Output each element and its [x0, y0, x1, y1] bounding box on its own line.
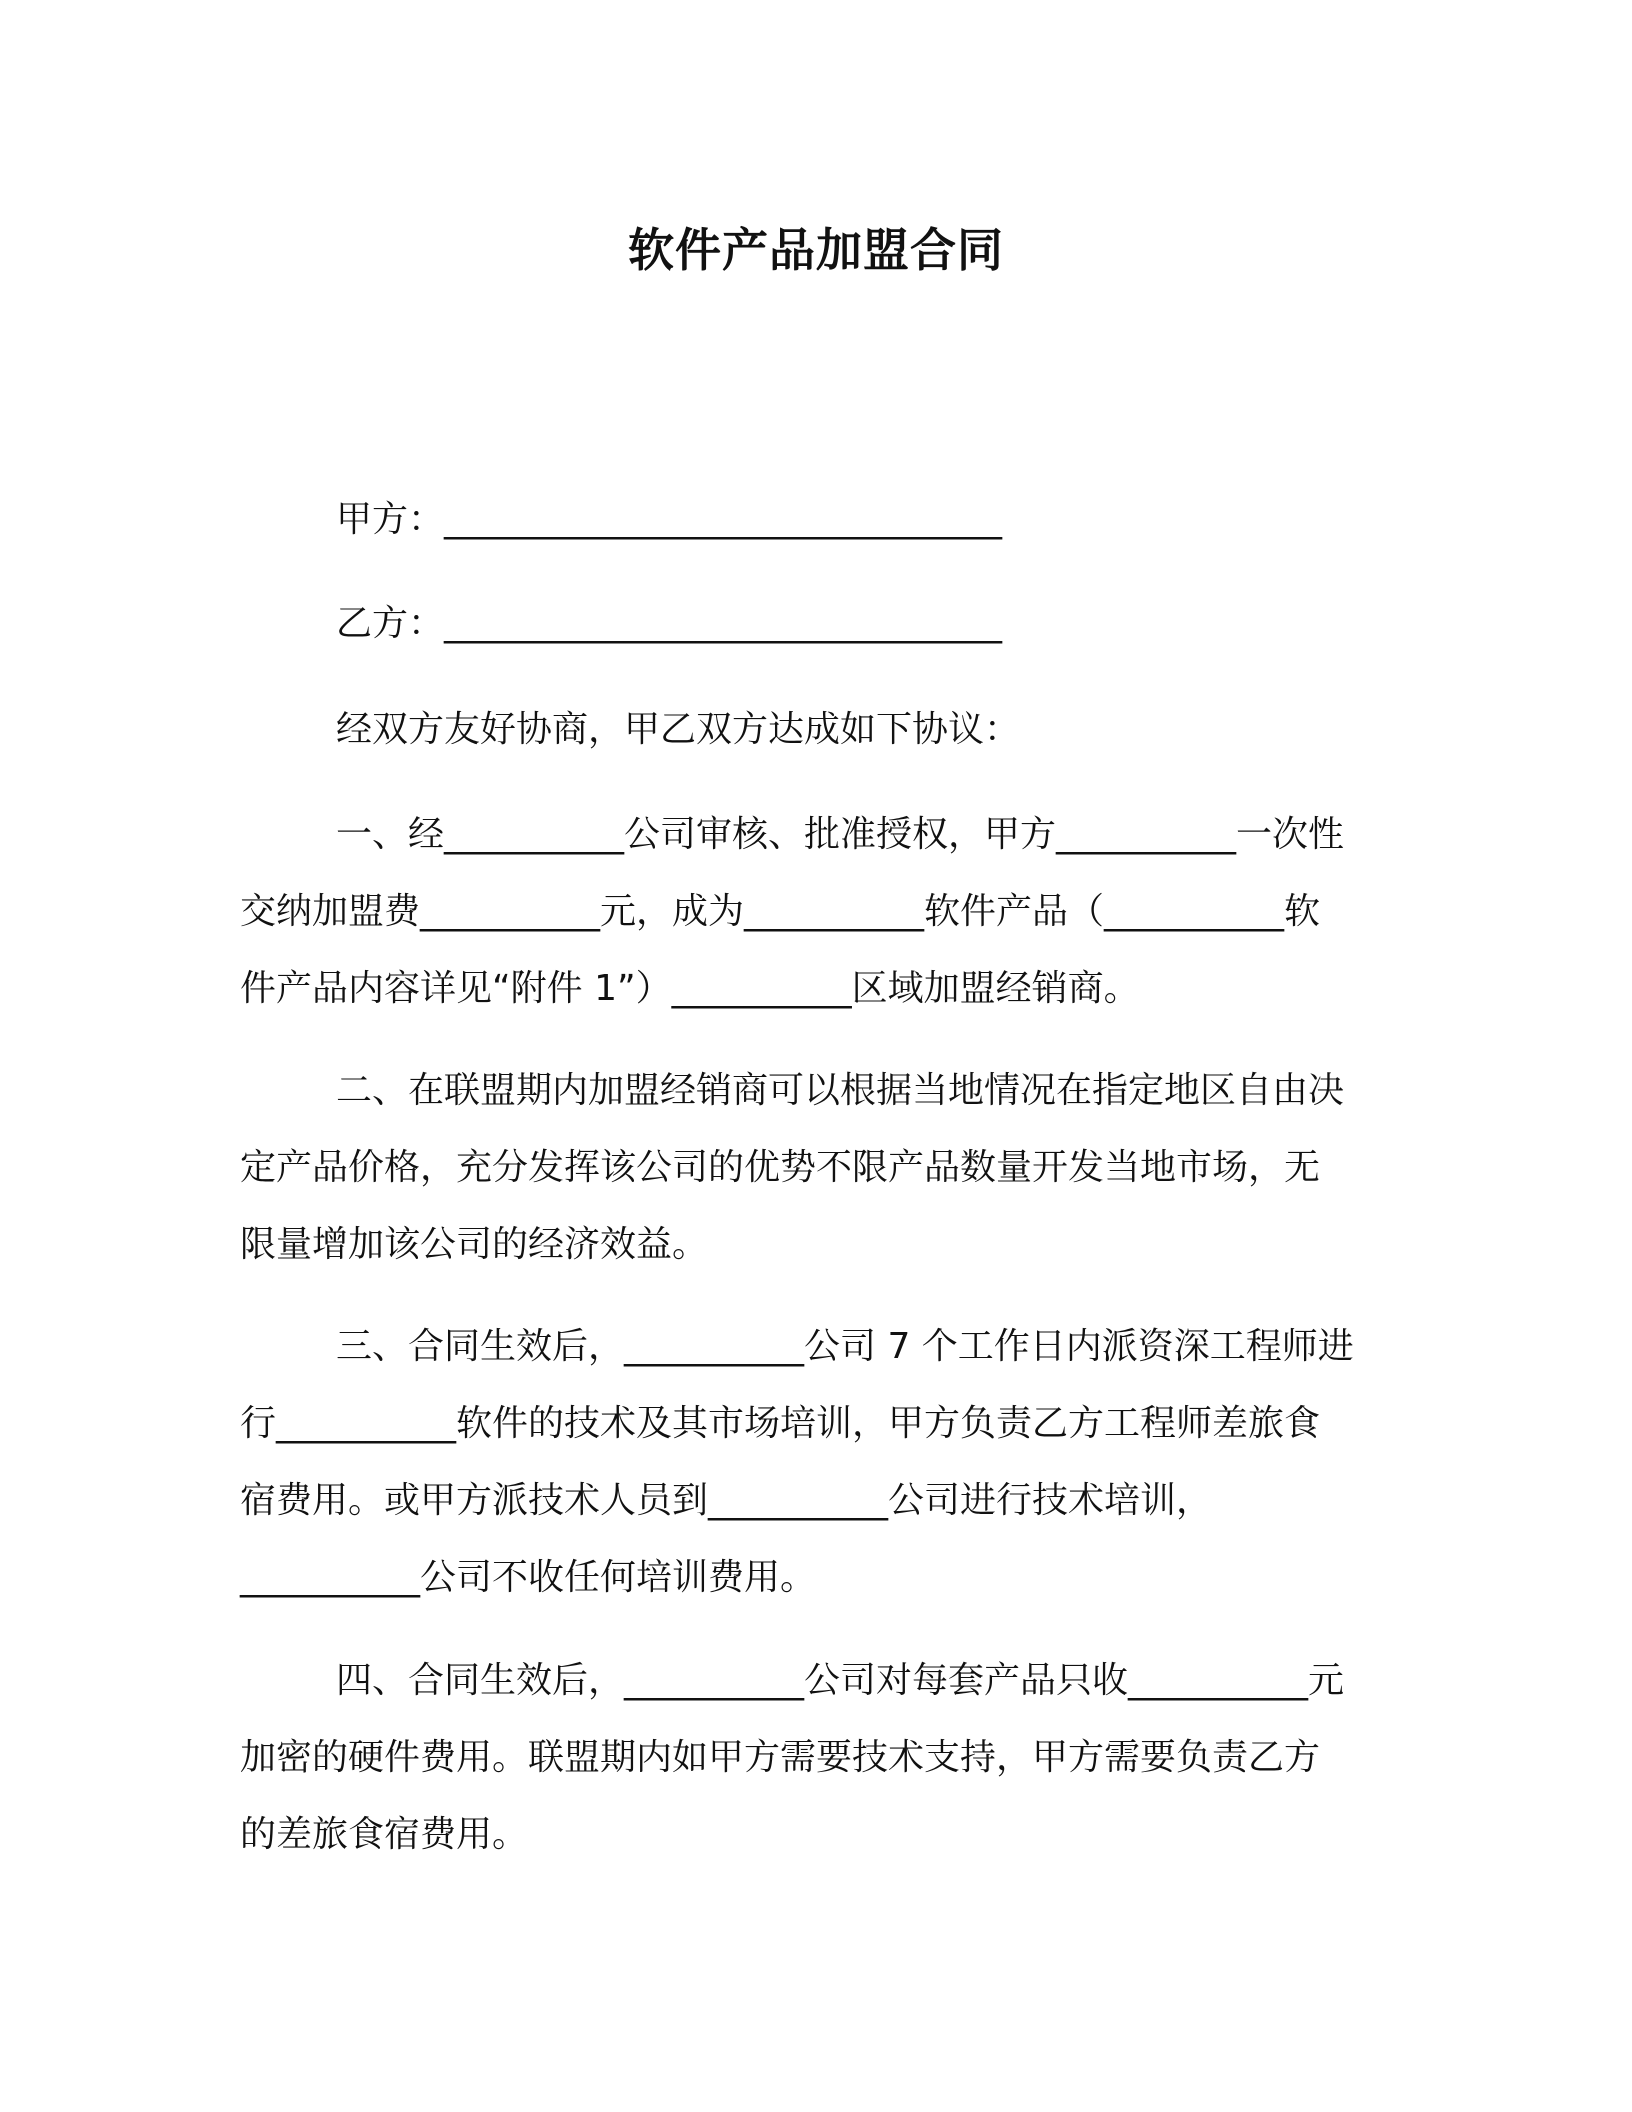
- clause-3-line-2: 行__________软件的技术及其市场培训，甲方负责乙方工程师差旅食: [240, 1403, 1321, 1444]
- clause-3-line-1: 三、合同生效后，__________公司 7 个工作日内派资深工程师进: [336, 1326, 1354, 1367]
- clause-3: [240, 1308, 1380, 1616]
- clause-1-line-3: 件产品内容详见“附件 1”）__________区域加盟经销商。: [240, 968, 1140, 1009]
- document-title: 软件产品加盟合同: [628, 223, 1004, 277]
- clause-2-line-3: 限量增加该公司的经济效益。: [240, 1224, 709, 1265]
- clause-1-line-2: 交纳加盟费__________元，成为__________软件产品（__________软: [240, 891, 1321, 932]
- clause-4-line-3: 的差旅食宿费用。: [240, 1814, 529, 1855]
- clause-4-line-1: 四、合同生效后，__________公司对每套产品只收__________元: [336, 1660, 1345, 1701]
- party-b-line: 乙方：_______________________________: [336, 603, 1003, 644]
- clause-1: [240, 796, 1380, 1027]
- clause-2-line-1: 二、在联盟期内加盟经销商可以根据当地情况在指定地区自由决: [336, 1070, 1345, 1111]
- clause-2-line-2: 定产品价格，充分发挥该公司的优势不限产品数量开发当地市场，无: [240, 1147, 1321, 1188]
- clause-2: [240, 1052, 1380, 1283]
- clause-1-line-1: 一、经__________公司审核、批准授权，甲方__________一次性: [336, 814, 1345, 855]
- clause-3-line-3: 宿费用。或甲方派技术人员到__________公司进行技术培训，: [240, 1480, 1213, 1521]
- intro-text: 经双方友好协商，甲乙双方达成如下协议：: [336, 709, 1021, 750]
- clause-4: [240, 1642, 1380, 1873]
- party-a-line: 甲方：_______________________________: [336, 499, 1003, 540]
- clause-4-line-2: 加密的硬件费用。联盟期内如甲方需要技术支持，甲方需要负责乙方: [240, 1737, 1321, 1778]
- clause-3-line-4: __________公司不收任何培训费用。: [240, 1557, 817, 1598]
